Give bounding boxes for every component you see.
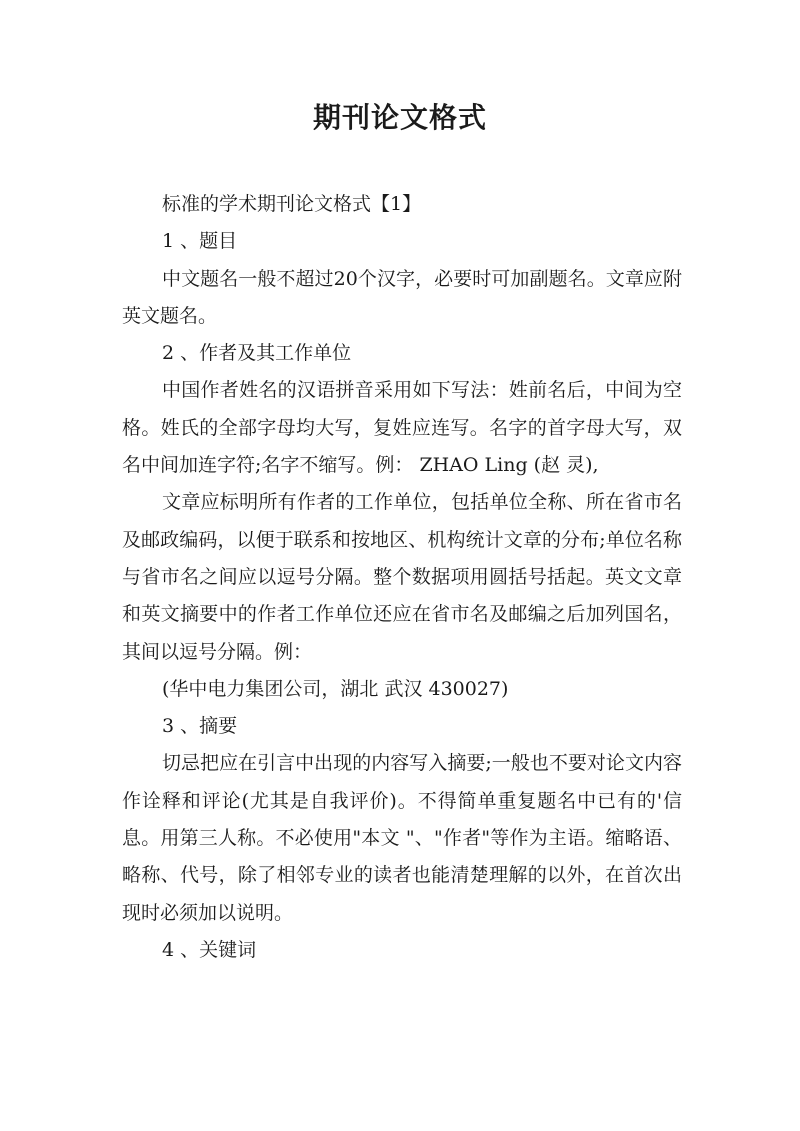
section-heading-keywords: 4 、关键词	[162, 938, 257, 961]
document-title: 期刊论文格式	[312, 101, 487, 134]
paragraph-title-rule: 中文题名一般不超过20个汉字，必要时可加副题名。文章应附英文题名。	[122, 267, 682, 327]
subtitle-line: 标准的学术期刊论文格式【1】	[162, 193, 422, 215]
paragraph-affiliation-example: (华中电力集团公司，湖北 武汉 430027)	[162, 677, 509, 700]
section-heading-abstract: 3 、摘要	[162, 715, 238, 738]
section-heading-author: 2 、作者及其工作单位	[162, 342, 352, 365]
paragraph-author-name: 中国作者姓名的汉语拼音采用如下写法：姓前名后，中间为空格。姓氏的全部字母均大写，复姓应连写。名字的首字母大写，双名中间加连字符;名字不缩写。例： ZHAO Ling (赵 灵),	[122, 379, 682, 477]
section-heading-title: 1 、题目	[162, 230, 238, 253]
paragraph-abstract-rules: 切忌把应在引言中出现的内容写入摘要;一般也不要对论文内容作诠释和评论(尤其是自我评价)。不得简单重复题名中已有的'信息。用第三人称。不必使用"本文 "、"作者"等作为主语。缩略语、略称、代号，除了相邻专业的读者也能清楚理解的以外，在首次出现时必须加以说明。	[122, 752, 682, 924]
paragraph-author-affiliation: 文章应标明所有作者的工作单位，包括单位全称、所在省市名及邮政编码，以便于联系和按地区、机构统计文章的分布;单位名称与省市名之间应以逗号分隔。整个数据项用圆括号括起。英文文章和英文摘要中的作者工作单位还应在省市名及邮编之后加列国名，其间以逗号分隔。例：	[122, 491, 682, 663]
document-body	[122, 186, 682, 969]
